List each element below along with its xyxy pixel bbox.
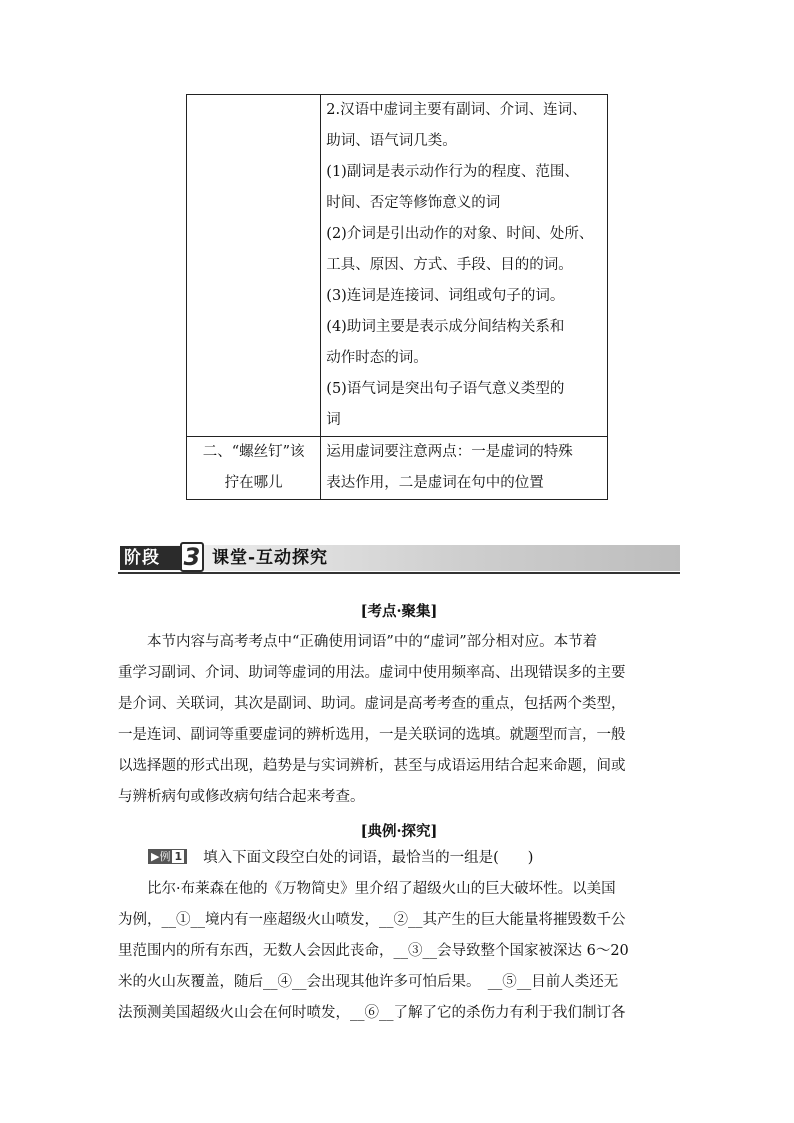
table-line: 表达作用，二是虚词在句中的位置 bbox=[326, 475, 544, 491]
focus-heading: [考点·聚集] bbox=[360, 603, 438, 620]
table-cell-section-title bbox=[187, 437, 321, 500]
notes-table bbox=[186, 94, 608, 500]
table-line: (3)连词是连接词、词组或句子的词。 bbox=[326, 288, 565, 304]
banner-title: 课堂-互动探究 bbox=[212, 548, 329, 568]
stage-label: 阶段 bbox=[120, 546, 182, 570]
table-cell-empty bbox=[187, 95, 321, 437]
passage bbox=[118, 874, 682, 1029]
stage-banner bbox=[118, 545, 680, 575]
example-question bbox=[148, 846, 533, 870]
table-line: (1)副词是表示动作行为的程度、范围、 bbox=[326, 164, 579, 180]
passage-line: 米的火山灰覆盖，随后__④__会出现其他许多可怕后果。 __⑤__目前人类还无 bbox=[118, 974, 619, 990]
table-line: 词 bbox=[326, 412, 341, 428]
example-tag-label: ▶例 bbox=[151, 850, 171, 863]
paragraph-line: 以选择题的形式出现，趋势是与实词辨析，甚至与成语运用结合起来命题，间或 bbox=[118, 758, 626, 774]
stage-number: 3 bbox=[180, 542, 204, 572]
passage-line: 法预测美国超级火山会在何时喷发，__⑥__了解了它的杀伤力有利于我们制订各 bbox=[118, 1005, 626, 1021]
example-heading: [典例·探究] bbox=[360, 823, 438, 840]
table-line: (2)介词是引出动作的对象、时间、处所、 bbox=[326, 226, 594, 242]
table-cell-function-words bbox=[321, 95, 608, 437]
table-line: (5)语气词是突出句子语气意义类型的 bbox=[326, 381, 565, 397]
table-row bbox=[187, 95, 608, 437]
passage-line: 为例，__①__境内有一座超级火山喷发，__②__其产生的巨大能量将摧毁数千公 bbox=[118, 912, 626, 928]
passage-line: 比尔·布莱森在他的《万物简史》里介绍了超级火山的巨大破坏性。以美国 bbox=[118, 881, 616, 897]
table-line: (4)助词主要是表示成分间结构关系和 bbox=[326, 319, 565, 335]
table-cell-usage-notes bbox=[321, 437, 608, 500]
table-line: 二、“螺丝钉”该 bbox=[202, 444, 305, 460]
table-line: 运用虚词要注意两点：一是虚词的特殊 bbox=[326, 444, 573, 460]
banner-underline bbox=[118, 572, 680, 574]
table-line: 时间、否定等修饰意义的词 bbox=[326, 195, 501, 211]
paragraph-line: 与辨析病句或修改病句结合起来考查。 bbox=[118, 789, 365, 805]
paragraph-line: 重学习副词、介词、助词等虚词的用法。虚词中使用频率高、出现错误多的主要 bbox=[118, 665, 626, 681]
passage-line: 里范围内的所有东西，无数人会因此丧命，__③__会导致整个国家被深达 6～20 bbox=[118, 943, 629, 959]
table-line: 2.汉语中虚词主要有副词、介词、连词、 bbox=[326, 102, 587, 118]
example-number: 1 bbox=[174, 850, 183, 863]
paragraph-line: 本节内容与高考考点中“正确使用词语”中的“虚词”部分相对应。本节着 bbox=[118, 634, 598, 650]
table-line: 工具、原因、方式、手段、目的的词。 bbox=[326, 257, 573, 273]
example-tag bbox=[148, 849, 187, 864]
table-line: 拧在哪儿 bbox=[224, 475, 283, 491]
table-row bbox=[187, 437, 608, 500]
table-line: 助词、语气词几类。 bbox=[326, 133, 457, 149]
question-text: 填入下面文段空白处的词语，最恰当的一组是( ) bbox=[203, 850, 534, 866]
focus-paragraph bbox=[118, 627, 682, 813]
paragraph-line: 一是连词、副词等重要虚词的辨析选用，一是关联词的选填。就题型而言，一般 bbox=[118, 727, 626, 743]
paragraph-line: 是介词、关联词，其次是副词、助词。虚词是高考考查的重点，包括两个类型， bbox=[118, 696, 626, 712]
table-line: 动作时态的词。 bbox=[326, 350, 428, 366]
